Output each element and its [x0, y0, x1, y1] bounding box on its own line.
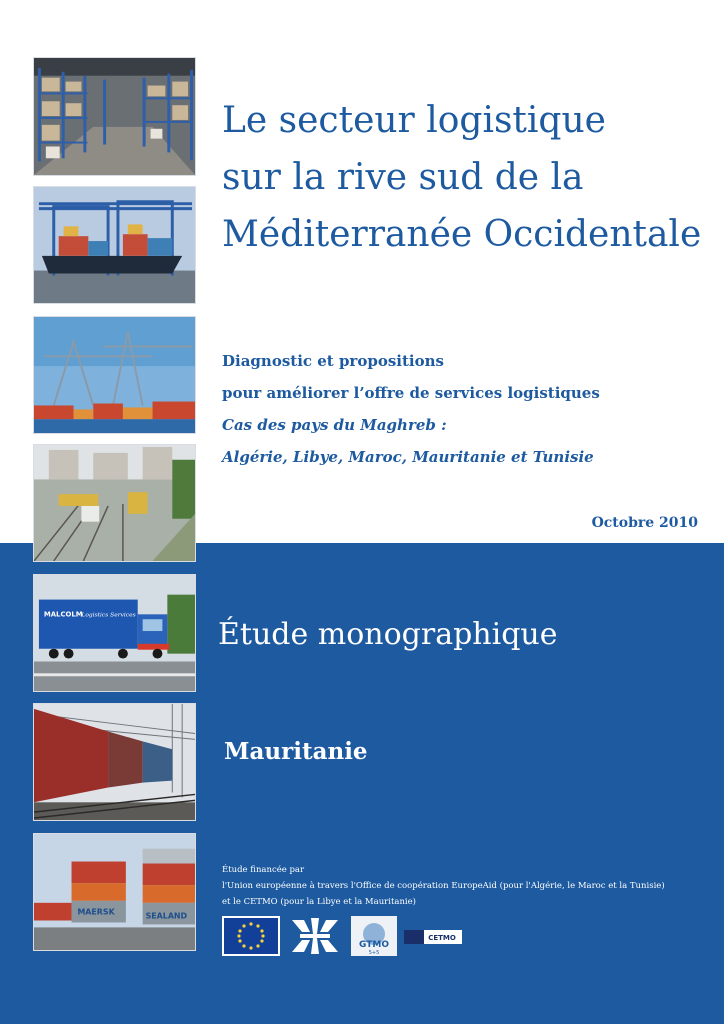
gtmo-logo-text: GTMO [359, 940, 389, 950]
eu-flag-logo [222, 916, 280, 956]
freight-train-photo [33, 703, 196, 821]
document-title [222, 92, 712, 263]
truck-photo [33, 574, 196, 692]
cetmo-logo [404, 916, 462, 956]
title-line-2: sur la rive sud de la [222, 157, 584, 198]
warehouse-photo [33, 57, 196, 176]
rail-yard-photo [33, 444, 196, 562]
container-brand-text: MAERSK [77, 907, 115, 917]
truck-brand-text: MALCOLM [43, 610, 83, 619]
gtmo-logo-subtext: 5+5 [368, 950, 380, 956]
funding-line-2: l'Union européenne à travers l'Office de coopération EuropeAid (pour l'Algérie, le Maroc et la Tunisie) [222, 881, 665, 891]
container-brand2-text: SEALAND [145, 911, 188, 921]
title-line-1: Le secteur logistique [222, 100, 606, 141]
subtitle-line-3: Cas des pays du Maghreb : [222, 416, 447, 434]
country-heading: Mauritanie [224, 738, 368, 765]
maersk-containers-photo [33, 833, 196, 951]
truck-slogan-text: Logistics Services [81, 612, 136, 619]
funding-line-3: et le CETMO (pour la Libye et la Mauritanie) [222, 897, 416, 907]
container-ship-photo [33, 186, 196, 304]
funding-line-1: Étude financée par [222, 865, 305, 875]
subtitle-line-1: Diagnostic et propositions [222, 352, 444, 370]
subtitle-line-4: Algérie, Libye, Maroc, Mauritanie et Tunisie [222, 448, 594, 466]
subtitle-line-2: pour améliorer l’offre de services logistiques [222, 384, 600, 402]
cetmo-logo-text: CETMO [428, 934, 456, 942]
title-line-3: Méditerranée Occidentale [222, 214, 702, 255]
port-cranes-photo [33, 316, 196, 434]
publication-date: Octobre 2010 [591, 515, 698, 531]
gtmo-logo [351, 916, 397, 956]
funding-notice [222, 862, 665, 910]
cooperation-emblem-logo [288, 916, 342, 956]
document-subtitle [222, 345, 702, 473]
monograph-heading: Étude monographique [218, 617, 558, 652]
